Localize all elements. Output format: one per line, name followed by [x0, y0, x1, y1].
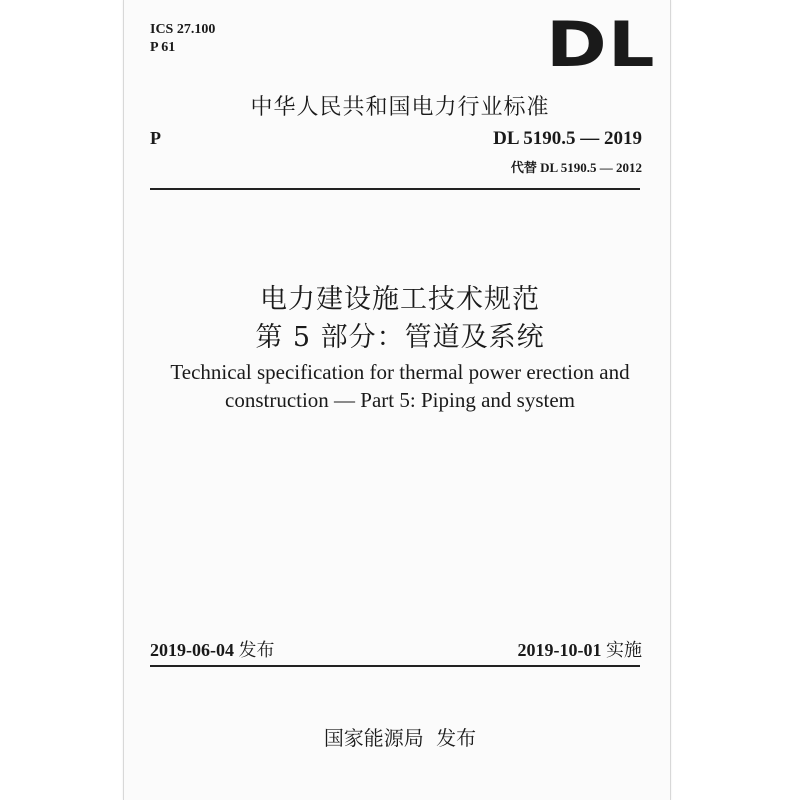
issue-label: 发布	[238, 640, 275, 661]
implement-date: 2019-10-01	[517, 640, 602, 660]
standard-number: DL 5190.5 — 2019	[493, 128, 642, 149]
implement-date-block	[518, 636, 643, 662]
title-english-line1: Technical specification for thermal power erection and	[170, 360, 630, 384]
industry-standard-heading: 中华人民共和国电力行业标准	[250, 95, 550, 120]
title-chinese: 电力建设施工技术规范	[260, 284, 540, 315]
publisher-label: 发布	[436, 726, 477, 750]
replaces-standard: 代替 DL 5190.5 — 2012	[510, 160, 642, 175]
issue-date: 2019-06-04	[150, 640, 234, 660]
bottom-divider	[150, 665, 640, 667]
issue-date-block	[150, 636, 275, 662]
top-divider	[150, 188, 640, 190]
publisher-line	[0, 722, 800, 751]
p-code: P 61	[150, 40, 176, 55]
title-english-line2: construction — Part 5: Piping and system	[225, 388, 575, 412]
subtitle-chinese: 第 5 部分：管道及系统	[255, 322, 545, 353]
category-code: P	[150, 128, 161, 148]
dl-logo: DL	[546, 8, 656, 81]
implement-label: 实施	[606, 640, 642, 661]
ics-code: ICS 27.100	[150, 22, 216, 37]
publisher-name: 国家能源局	[323, 726, 424, 750]
